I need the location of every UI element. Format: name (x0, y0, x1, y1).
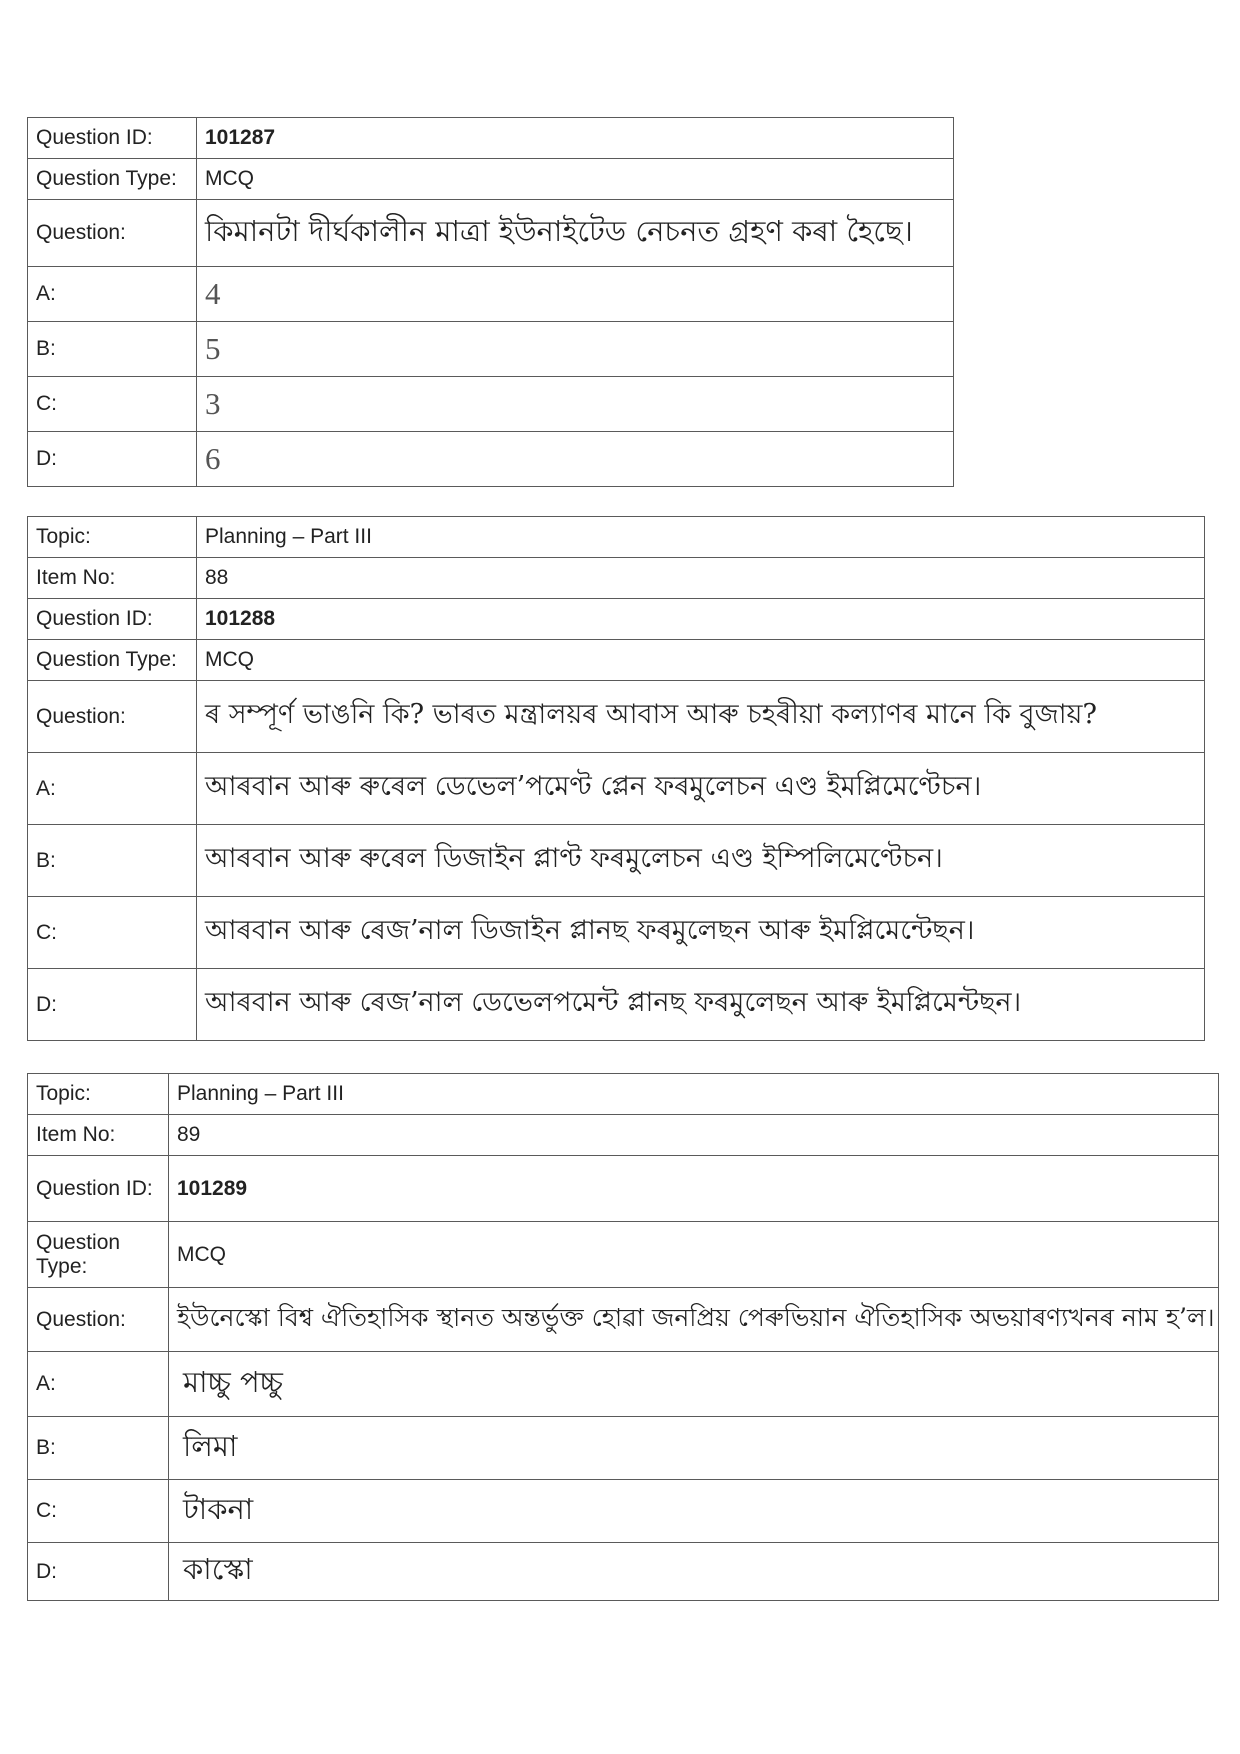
row-label: Topic: (28, 517, 197, 558)
row-label: Question Type: (28, 159, 197, 200)
row-label: C: (28, 897, 197, 969)
question-type-row (28, 640, 1205, 681)
row-label: A: (28, 753, 197, 825)
option-a-row (28, 753, 1205, 825)
row-label: Question ID: (28, 599, 197, 640)
option-b-text: আৰবান আৰু ৰুৰেল ডিজাইন প্লাণ্ট ফৰমুলেচন এণ্ড ইম্পিলিমেণ্টেচন। (197, 825, 1205, 897)
row-label: C: (28, 1480, 169, 1543)
question-id-value: 101288 (197, 599, 1205, 640)
question-row (28, 681, 1205, 753)
question-id-row (28, 599, 1205, 640)
row-label: Question ID: (28, 1156, 169, 1222)
option-d-text: আৰবান আৰু ৰেজ’নাল ডেভেলপমেন্ট প্লানছ ফৰমুলেছন আৰু ইমপ্লিমেন্টছন। (197, 969, 1205, 1041)
row-label: D: (28, 432, 197, 487)
option-b-text: 5 (197, 322, 954, 377)
option-b-row (28, 1417, 1219, 1480)
row-label: D: (28, 969, 197, 1041)
option-b-row (28, 322, 954, 377)
option-a-text: মাচ্চু পচ্চু (169, 1352, 1219, 1417)
option-d-text: 6 (197, 432, 954, 487)
topic-value: Planning – Part III (169, 1074, 1219, 1115)
question-id-row (28, 1156, 1219, 1222)
option-d-row (28, 432, 954, 487)
item-no-value: 88 (197, 558, 1205, 599)
row-label: B: (28, 825, 197, 897)
row-label: Question: (28, 1288, 169, 1352)
row-label: A: (28, 267, 197, 322)
row-label: B: (28, 322, 197, 377)
option-d-row (28, 969, 1205, 1041)
question-id-value: 101289 (169, 1156, 1219, 1222)
row-label: C: (28, 377, 197, 432)
question-text: ৰ সম্পূৰ্ণ ভাঙনি কি? ভাৰত মন্ত্ৰালয়ৰ আবাস আৰু চহৰীয়া কল্যাণৰ মানে কি বুজায়? (197, 681, 1205, 753)
question-text: ইউনেস্কো বিশ্ব ঐতিহাসিক স্থানত অন্তৰ্ভুক্ত হোৱা জনপ্ৰিয় পেৰুভিয়ান ঐতিহাসিক অভয়াৰণ্যখনৰ নাম হ’ল। (169, 1288, 1219, 1352)
row-label: A: (28, 1352, 169, 1417)
question-id-row (28, 118, 954, 159)
question-row (28, 1288, 1219, 1352)
row-label: Question Type: (28, 1222, 169, 1288)
row-label: Question ID: (28, 118, 197, 159)
question-type-row (28, 1222, 1219, 1288)
topic-value: Planning – Part III (197, 517, 1205, 558)
question-type-value: MCQ (169, 1222, 1219, 1288)
option-c-row (28, 1480, 1219, 1543)
row-label: Question Type: (28, 640, 197, 681)
option-c-text: আৰবান আৰু ৰেজ’নাল ডিজাইন প্লানছ ফৰমুলেছন আৰু ইমপ্লিমেন্টেছন। (197, 897, 1205, 969)
option-a-text: 4 (197, 267, 954, 322)
option-b-text: লিমা (169, 1417, 1219, 1480)
option-b-row (28, 825, 1205, 897)
topic-row (28, 517, 1205, 558)
option-d-text: কাস্কো (169, 1543, 1219, 1601)
question-type-value: MCQ (197, 159, 954, 200)
row-label: B: (28, 1417, 169, 1480)
option-c-row (28, 897, 1205, 969)
option-c-text: টাকনা (169, 1480, 1219, 1543)
row-label: D: (28, 1543, 169, 1601)
item-no-row (28, 1115, 1219, 1156)
question-table-101287 (27, 117, 954, 487)
option-a-row (28, 1352, 1219, 1417)
item-no-row (28, 558, 1205, 599)
question-text: কিমানটা দীৰ্ঘকালীন মাত্ৰা ইউনাইটেড নেচনত গ্ৰহণ কৰা হৈছে। (197, 200, 954, 267)
question-type-row (28, 159, 954, 200)
question-row (28, 200, 954, 267)
question-table-101289 (27, 1073, 1219, 1601)
row-label: Question: (28, 200, 197, 267)
row-label: Topic: (28, 1074, 169, 1115)
question-type-value: MCQ (197, 640, 1205, 681)
option-a-text: আৰবান আৰু ৰুৰেল ডেভেল’পমেণ্ট প্লেন ফৰমুলেচন এণ্ড ইমপ্লিমেণ্টেচন। (197, 753, 1205, 825)
row-label: Item No: (28, 558, 197, 599)
row-label: Item No: (28, 1115, 169, 1156)
option-d-row (28, 1543, 1219, 1601)
question-table-101288 (27, 516, 1205, 1041)
topic-row (28, 1074, 1219, 1115)
option-c-row (28, 377, 954, 432)
item-no-value: 89 (169, 1115, 1219, 1156)
row-label: Question: (28, 681, 197, 753)
question-id-value: 101287 (197, 118, 954, 159)
option-a-row (28, 267, 954, 322)
option-c-text: 3 (197, 377, 954, 432)
